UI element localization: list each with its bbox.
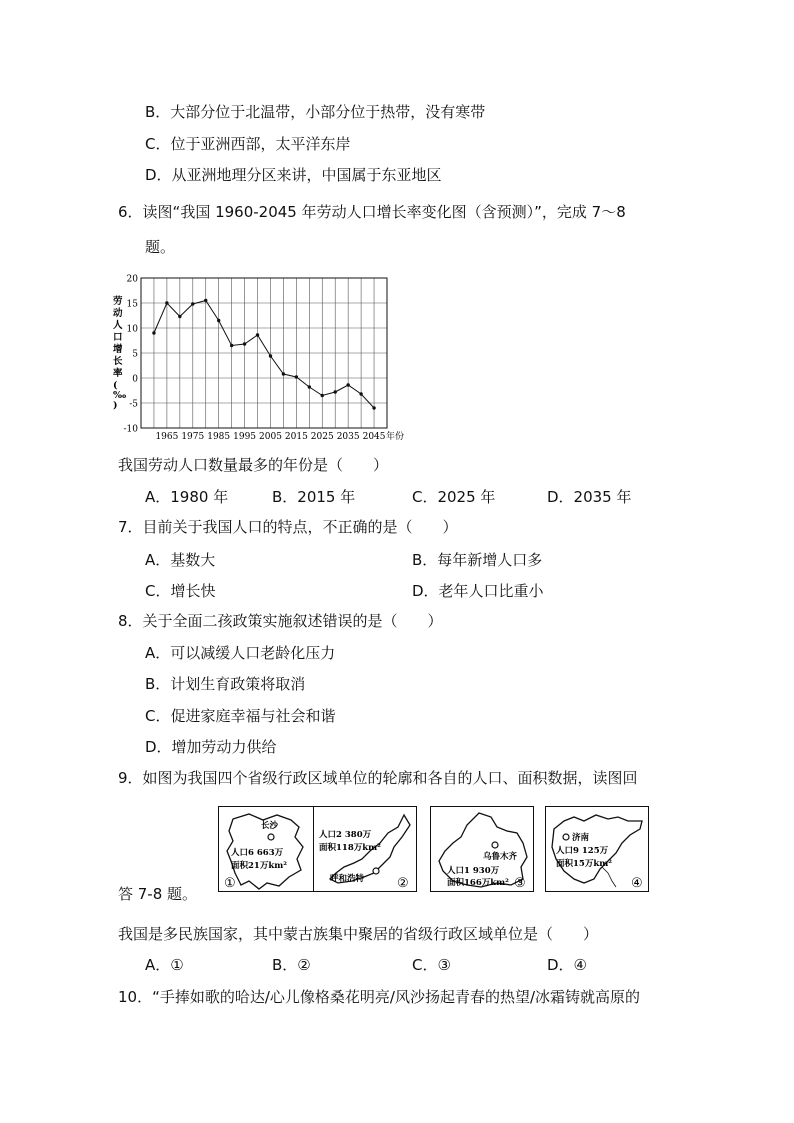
y-axis-label-char: 长 [113,356,123,367]
q8-stem: 8．关于全面二孩政策实施叙述错误的是（ ） [118,612,443,630]
data-point [256,333,259,336]
y-axis-label-char: 率 [113,368,123,379]
y-axis-label-char: 人 [113,320,123,331]
x-tick-label: 1995 [233,432,257,442]
q7-stem: 7．目前关于我国人口的特点，不正确的是（ ） [118,518,458,536]
chart-grid [141,278,387,428]
y-tick-label: 0 [132,374,138,385]
y-axis-label-char: 劳 [113,296,123,307]
map-pop-4: 人口9 125万 [556,846,609,856]
data-point [372,406,375,409]
map-city-2: 呼和浩特 [330,874,365,884]
map-pop-3: 人口1 930万 [447,866,500,876]
x-tick-label: 1965 [155,432,179,442]
data-point [269,354,272,357]
q7-option-c: C．增长快 [145,582,216,600]
q6-option-d: D．2035 年 [547,488,632,506]
chart-series [152,299,376,410]
data-point [359,392,362,395]
labor-growth-chart [110,270,420,445]
q9-option-c: C．③ [412,956,451,974]
x-tick-label: 1985 [207,432,231,442]
province-map-4 [545,806,649,892]
y-axis-label-char: ) [113,400,118,411]
x-tick-label: 2005 [259,432,282,442]
q9-stem-line1: 9．如图为我国四个省级行政区域单位的轮廓和各自的人口、面积数据，读图回 [118,769,638,787]
q9-option-d: D．④ [547,956,587,974]
map-num-1: ① [224,876,236,891]
series-line [154,301,374,409]
q5-option-b: B．大部分位于北温带，小部分位于热带，没有寒带 [145,103,486,121]
map-city-4: 济南 [572,833,590,843]
map-num-2: ② [397,876,409,891]
capital-marker-2 [373,868,379,874]
data-point [282,372,285,375]
x-tick-label: 2025 [310,432,334,442]
q7-option-a: A．基数大 [145,551,216,569]
capital-marker-1 [268,834,274,840]
q9-stem-line2: 答 7-8 题。 [118,885,198,903]
province-map-2 [313,806,417,892]
y-tick-label: 10 [126,324,138,335]
data-point [230,344,233,347]
y-tick-label: -5 [129,399,138,410]
province-map-3 [430,806,534,892]
data-point [165,301,168,304]
q9-question: 我国是多民族国家，其中蒙古族集中聚居的省级行政区域单位是（ ） [118,925,599,943]
q6-stem-line2: 题。 [145,238,176,256]
y-axis-label-char: ( [113,380,118,391]
y-axis-label-char: 动 [113,308,123,319]
q9-option-b: B．② [272,956,311,974]
map-pop-1: 人口6 663万 [231,848,284,858]
province-map-1 [218,806,322,892]
x-tick-label: 2045 [362,432,386,442]
y-axis-label-char: 口 [113,332,123,343]
capital-marker-3 [492,842,498,848]
data-point [152,331,155,334]
map-num-4: ④ [631,876,643,891]
map-city-3: 乌鲁木齐 [483,852,518,862]
y-tick-label: 20 [126,274,138,285]
data-point [295,375,298,378]
data-point [191,302,194,305]
data-point [204,299,207,302]
q8-option-b: B．计划生育政策将取消 [145,675,306,693]
data-point [217,319,220,322]
data-point [178,315,181,318]
data-point [346,383,349,386]
data-point [334,390,337,393]
y-tick-label: 5 [132,349,138,360]
data-point [308,385,311,388]
y-axis-label-char: ‰ [113,390,127,401]
chart-tick-labels [124,275,405,443]
q8-option-a: A．可以减缓人口老龄化压力 [145,644,336,662]
x-tick-label: 2015 [284,432,308,442]
x-axis-label: 年份 [386,432,405,442]
q5-option-d: D．从亚洲地理分区来讲，中国属于东亚地区 [145,166,442,184]
q9-option-a: A．① [145,956,184,974]
q6-option-a: A．1980 年 [145,488,229,506]
q6-option-c: C．2025 年 [412,488,496,506]
q7-option-b: B．每年新增人口多 [412,551,543,569]
q8-option-d: D．增加劳动力供给 [145,738,277,756]
y-axis-label-char: 增 [113,344,123,355]
x-tick-label: 1975 [181,432,205,442]
map-area-2: 面积118万km² [319,843,381,853]
chart-ylabel [113,295,126,411]
q10-stem: 10．“手捧如歌的哈达/心儿像格桑花明亮/风沙扬起青春的热望/冰霜铸就高原的 [118,988,641,1006]
q7-option-d: D．老年人口比重小 [412,582,544,600]
data-point [321,394,324,397]
map-area-3: 面积166万km² [447,878,509,888]
q6-stem-line1: 6．读图“我国 1960-2045 年劳动人口增长率变化图（含预测）”，完成 7～8 [118,203,626,221]
map-num-3: ③ [514,876,526,891]
map-city-1: 长沙 [261,821,279,831]
map-pop-2: 人口2 380万 [319,830,372,840]
data-point [243,342,246,345]
q6-option-b: B．2015 年 [272,488,356,506]
x-tick-label: 2035 [336,432,360,442]
q5-option-c: C．位于亚洲西部，太平洋东岸 [145,135,351,153]
map-area-1: 面积21万km² [231,861,287,871]
q8-option-c: C．促进家庭幸福与社会和谐 [145,707,336,725]
y-tick-label: 15 [126,299,138,310]
y-tick-label: -10 [123,424,138,435]
q6-question: 我国劳动人口数量最多的年份是（ ） [118,456,389,474]
capital-marker-4 [563,834,569,840]
map-area-4: 面积15万km² [556,859,612,869]
